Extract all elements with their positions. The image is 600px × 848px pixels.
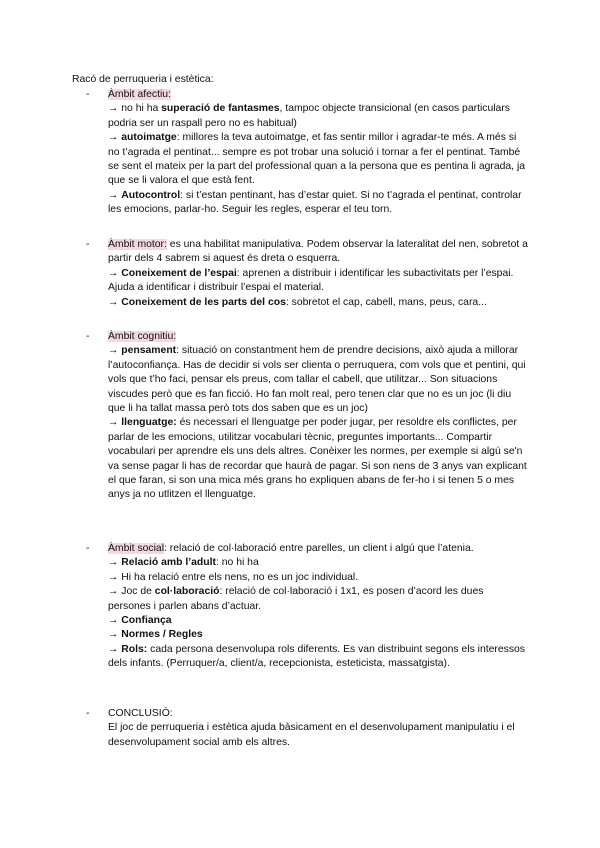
document-title: Racó de perruqueria i estètica: — [72, 74, 214, 85]
item-term: autoimatge — [121, 132, 177, 144]
item-term: llenguatge: — [121, 417, 177, 429]
item-text: : sobretot el cap, cabell, mans, peus, cara... — [285, 296, 487, 308]
highlighted-heading: Àmbit cognitiu: — [108, 331, 177, 342]
section-heading — [108, 238, 528, 267]
item-term: Autocontrol — [121, 189, 181, 201]
item-prefix: Joc de — [121, 586, 155, 598]
list-item — [108, 296, 528, 310]
heading-description: es una habilitat manipulativa. Podem observar la lateralitat del nen, sobretot a partir dels 4 sabrem si aquest és dreta o esquerra. — [108, 239, 528, 265]
item-term: col·laboració — [154, 586, 220, 598]
list-item — [108, 571, 528, 585]
arrow-icon: → — [108, 189, 122, 201]
bullet-dash: - — [86, 543, 90, 554]
item-text: : relació de col·laboració i 1x1, es posen d’acord les dues persones i parlen abans d’actuar. — [108, 586, 484, 612]
arrow-icon: → — [108, 629, 122, 641]
list-item — [108, 585, 528, 614]
item-term: pensament — [121, 345, 177, 357]
arrow-icon: → — [108, 615, 122, 627]
conclusion-text: El joc de perruqueria i estètica ajuda bàsicament en el desenvolupament manipulatiu i el desenvolupament social amb els altres. — [108, 722, 515, 748]
item-text: cada persona desenvolupa rols diferents. Es van distribuint segons els interessos dels infants. (Perruquer/a, client/a, recepcionista, esteticista, massatgista). — [108, 643, 526, 670]
section-heading: CONCLUSIÓ: — [108, 708, 173, 719]
item-prefix: Hi ha relació entre els nens, no es un joc individual. — [121, 571, 359, 583]
item-term: Rols: — [121, 643, 148, 655]
section-heading — [108, 88, 528, 102]
item-term: Coneixement de les parts del cos — [121, 296, 286, 308]
item-text: : situació on constantment hem de prendre decisions, això ajuda a millorar l’autoconfiança. Has de decidir si vols ser clienta o perruquera, com vols que et pentini, qui vols que t’ho faci, pensar els preus, com tallar el cabell, que utilitzar... Son situacions viscudes però que es fan ficció. Ho fan molt real, pero tenen clar que no es un joc (li diu que li ha tallat massa però tots dos saben que es un joc) — [108, 345, 526, 415]
item-term: Relació amb l’adult — [121, 557, 216, 569]
item-term: superació de fantasmes — [161, 103, 280, 115]
list-item — [108, 131, 528, 189]
highlighted-heading: Àmbit afectiu: — [108, 89, 171, 100]
arrow-icon: → — [108, 586, 122, 598]
bullet-dash: - — [86, 89, 90, 100]
item-text: : millores la teva autoimatge, et fas sentir millor i agradar-te més. A més si no t’agrada el pentinat... sempre es pot trobar una solució i tornar a fer el pentinat. També se sent el mateix per la part del professional quan a la persona que es pentina li agrada, ja que se li valora el que està fent. — [108, 132, 526, 187]
highlighted-heading: Àmbit social — [108, 543, 165, 554]
bullet-dash: - — [86, 708, 90, 719]
list-item — [108, 189, 528, 218]
list-item — [108, 102, 528, 131]
arrow-icon: → — [108, 643, 122, 655]
list-item — [108, 643, 528, 672]
bullet-dash: - — [86, 331, 90, 342]
list-item — [108, 344, 528, 416]
item-text: : no hi ha — [215, 557, 259, 569]
list-item — [108, 416, 528, 502]
arrow-icon: → — [108, 571, 122, 583]
item-term: Normes / Regles — [121, 629, 203, 641]
arrow-icon: → — [108, 296, 122, 308]
item-prefix: no hi ha — [121, 103, 162, 115]
list-item — [108, 628, 528, 642]
list-item — [108, 614, 528, 628]
section-heading — [108, 542, 528, 556]
section-body — [108, 542, 528, 672]
arrow-icon: → — [108, 267, 122, 279]
list-item — [108, 267, 528, 296]
item-text: : si t’estan pentinant, has d’estar quiet. Si no t’agrada el pentinat, controlar les emocions, parlar-ho. Seguir les regles, esperar el teu torn. — [108, 189, 522, 216]
section-body — [108, 707, 528, 750]
bullet-dash: - — [86, 239, 90, 250]
arrow-icon: → — [108, 417, 122, 429]
item-term: Confiança — [121, 615, 172, 627]
section-body — [108, 88, 528, 218]
heading-description: : relació de col·laboració entre parelles, un client i algú que l’atenia. — [164, 543, 474, 554]
section-body — [108, 330, 528, 503]
arrow-icon: → — [108, 557, 122, 569]
item-text: : aprenen a distribuir i identificar les subactivitats per l’espai. Ajuda a identificar i distribuir l’espai el material. — [108, 267, 514, 294]
highlighted-heading: Àmbit motor: — [108, 239, 167, 250]
item-text: , tampoc objecte transicional (en casos particulars podria ser un raspall pero no es habitual) — [108, 103, 510, 129]
item-text: és necessari el llenguatge per poder jugar, per resoldre els conflictes, per parlar de les emocions, utilitzar vocabulari tècnic, preguntes importants... Compartir vocabulari per aprendre els uns dels altres. Conèixer les normes, per exemple si algú se'n va sense pagar li has de recordar que haurà de pagar. Si son nens de 3 anys van explicant el que faran, si son una mica més grans ho expliquen abans de fer-ho i si tenen 5 o mes anys ja no utlitzen el llenguatge. — [108, 417, 527, 501]
section-heading — [108, 330, 528, 344]
list-item — [108, 556, 528, 570]
arrow-icon: → — [108, 132, 122, 144]
arrow-icon: → — [108, 345, 122, 357]
section-body — [108, 238, 528, 310]
arrow-icon: → — [108, 103, 122, 115]
item-term: Coneixement de l’espai — [121, 267, 237, 279]
